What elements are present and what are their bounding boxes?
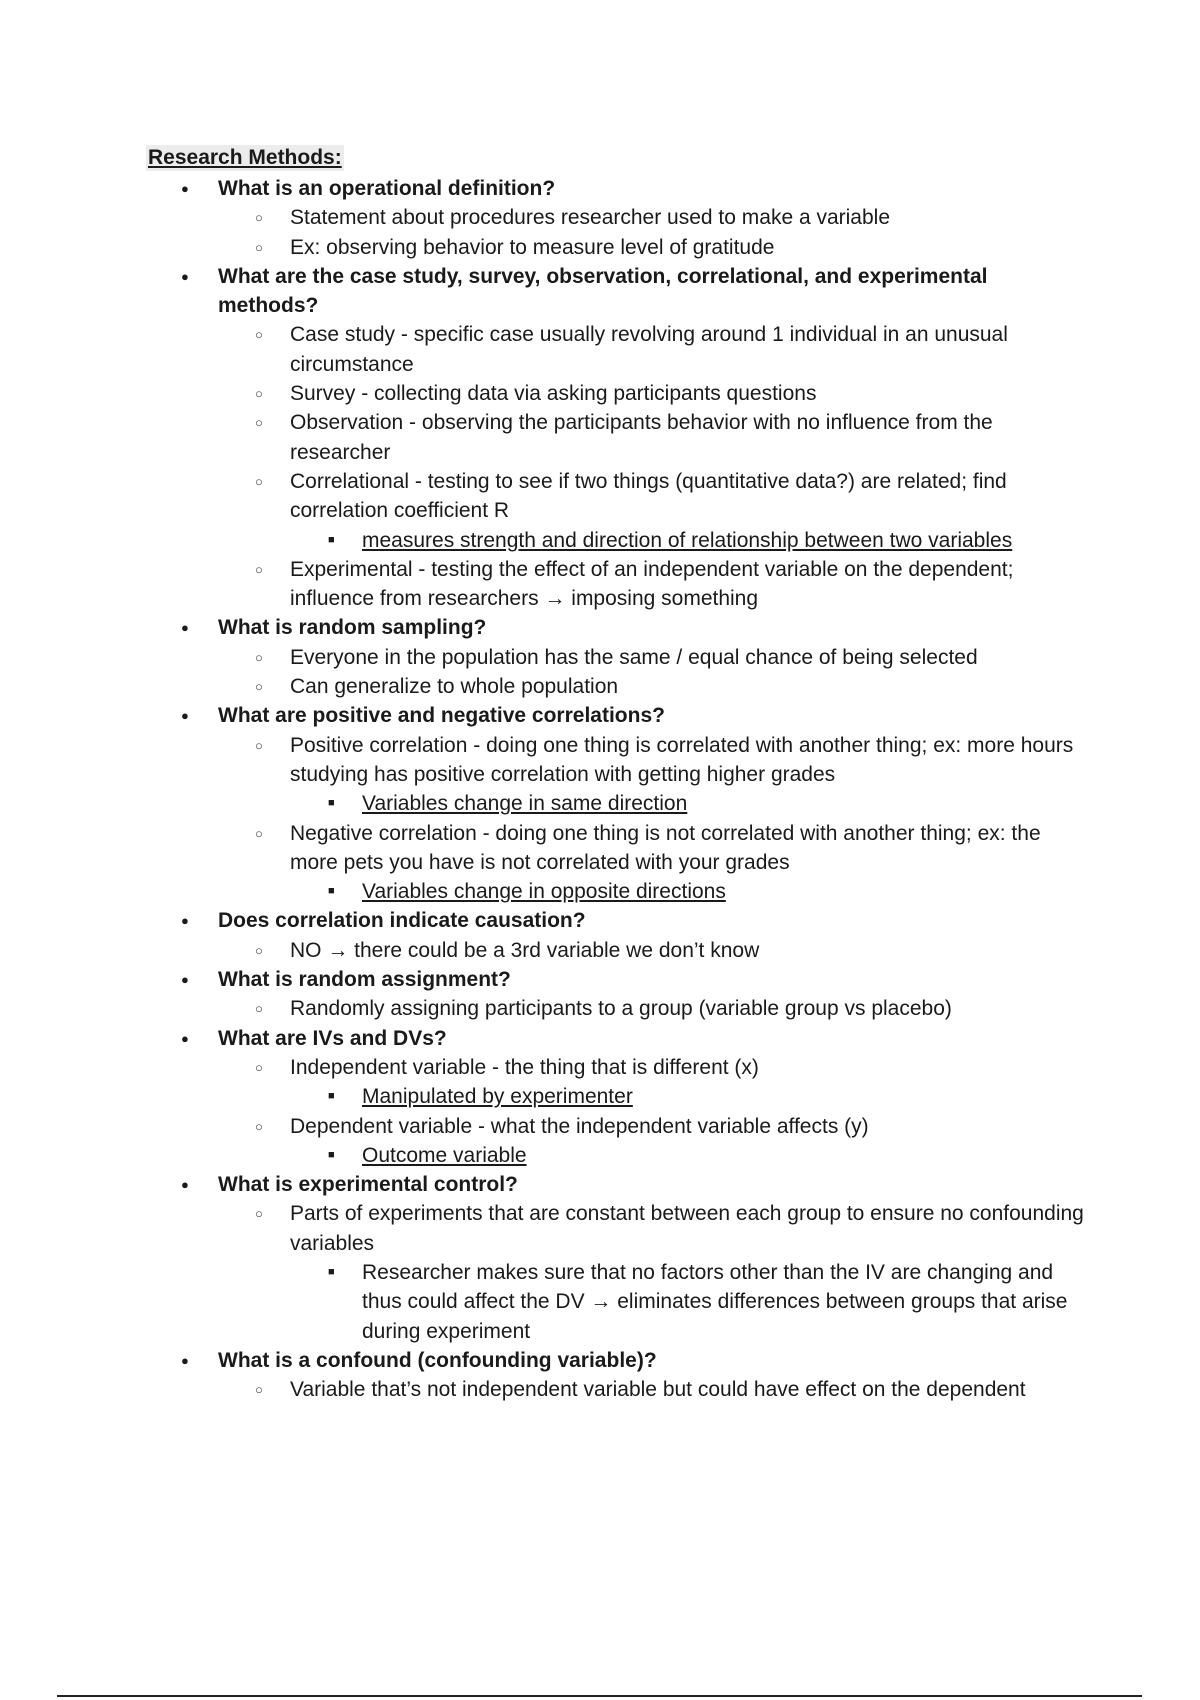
answer-item — [218, 320, 1090, 379]
answer-text: ○ Statement about procedures researcher used to make a variable — [290, 206, 891, 230]
answer-item — [218, 555, 1090, 614]
detail-text: ■ Variables change in opposite directions — [362, 880, 726, 904]
detail-item — [290, 877, 1092, 906]
answer-item — [218, 672, 1090, 701]
detail-text: ■ Researcher makes sure that no factors other than the IV are changing and thus could affect the DV → eliminates differences between groups that arise during experiment — [362, 1260, 1068, 1343]
detail-item — [290, 1141, 1092, 1170]
question-text: ● What is experimental control? — [218, 1173, 518, 1197]
question-text: ● What is random assignment? — [218, 968, 511, 992]
question-item — [0, 1024, 1048, 1170]
footer-rule — [57, 1695, 1142, 1697]
answer-text: ○ Case study - specific case usually revolving around 1 individual in an unusual circumstance — [290, 323, 1008, 376]
answer-text: ○ Everyone in the population has the same / equal chance of being selected — [290, 645, 978, 669]
detail-text: ■ Manipulated by experimenter — [362, 1085, 633, 1109]
page-title: Research Methods: — [148, 146, 342, 169]
answer-item — [218, 994, 1090, 1023]
answer-item — [218, 233, 1090, 262]
detail-item — [290, 526, 1092, 555]
answer-text: ○ Negative correlation - doing one thing is not correlated with another thing; ex: the more pets you have is not correlated with your grades — [290, 821, 1041, 874]
answer-text: ○ Survey - collecting data via asking participants questions — [290, 382, 817, 406]
answer-item — [218, 731, 1090, 819]
answer-text: ○ NO → there could be a 3rd variable we don’t know — [290, 938, 760, 962]
question-item — [0, 1170, 1084, 1346]
detail-item — [290, 789, 1092, 818]
answer-item — [218, 643, 1090, 672]
answer-item — [218, 1112, 1090, 1171]
answer-text: ○ Observation - observing the participants behavior with no influence from the researcher — [290, 411, 993, 464]
answer-text: ○ Positive correlation - doing one thing is correlated with another thing; ex: more hours studying has positive correlation with getting higher grades — [290, 733, 1074, 786]
answer-item — [218, 467, 1090, 555]
question-text: ● What is a confound (confounding variable)? — [218, 1348, 657, 1372]
question-item — [0, 174, 1048, 262]
question-item — [0, 701, 1074, 906]
question-item — [0, 613, 1048, 701]
answer-text: ○ Parts of experiments that are constant between each group to ensure no confounding variables — [290, 1202, 1084, 1255]
answer-item — [218, 408, 1090, 467]
answer-item — [218, 379, 1090, 408]
answer-item — [218, 819, 1090, 907]
answer-text: ○ Experimental - testing the effect of an independent variable on the dependent; influence from researchers → imposing something — [290, 557, 1014, 611]
question-item — [0, 1346, 1048, 1405]
answer-text: ○ Correlational - testing to see if two things (quantitative data?) are related; find correlation coefficient R — [290, 469, 1007, 523]
answer-item — [218, 1375, 1090, 1404]
question-item — [0, 906, 1048, 965]
detail-item — [290, 1082, 1092, 1111]
question-text: ● Does correlation indicate causation? — [218, 909, 586, 933]
question-text: ● What are positive and negative correlations? — [218, 704, 665, 728]
answer-item — [218, 1199, 1090, 1345]
detail-text: ■ measures strength and direction of relationship between two variables — [362, 528, 1013, 552]
answer-text: ○ Ex: observing behavior to measure level of gratitude — [290, 235, 775, 259]
answer-text: ○ Variable that’s not independent variable but could have effect on the dependent — [290, 1378, 1026, 1402]
answer-text: ○ Independent variable - the thing that is different (x) — [290, 1055, 759, 1079]
detail-item — [290, 1258, 1092, 1346]
question-text: ● What is random sampling? — [218, 616, 487, 640]
answer-item — [218, 936, 1090, 965]
questions-list — [0, 174, 1200, 1404]
question-text: ● What are the case study, survey, observation, correlational, and experimental methods? — [218, 264, 988, 318]
answer-item — [218, 203, 1090, 232]
answer-text: ○ Can generalize to whole population — [290, 675, 619, 699]
detail-text: ■ Outcome variable — [362, 1143, 527, 1167]
answer-item — [218, 1053, 1090, 1112]
question-text: ● What are IVs and DVs? — [218, 1026, 447, 1050]
question-text: ● What is an operational definition? — [218, 177, 556, 200]
answer-text: ○ Randomly assigning participants to a group (variable group vs placebo) — [290, 997, 952, 1021]
question-item — [0, 965, 1048, 1024]
question-item — [0, 262, 1048, 614]
answer-text: ○ Dependent variable - what the independent variable affects (y) — [290, 1114, 869, 1138]
detail-text: ■ Variables change in same direction — [362, 792, 688, 816]
